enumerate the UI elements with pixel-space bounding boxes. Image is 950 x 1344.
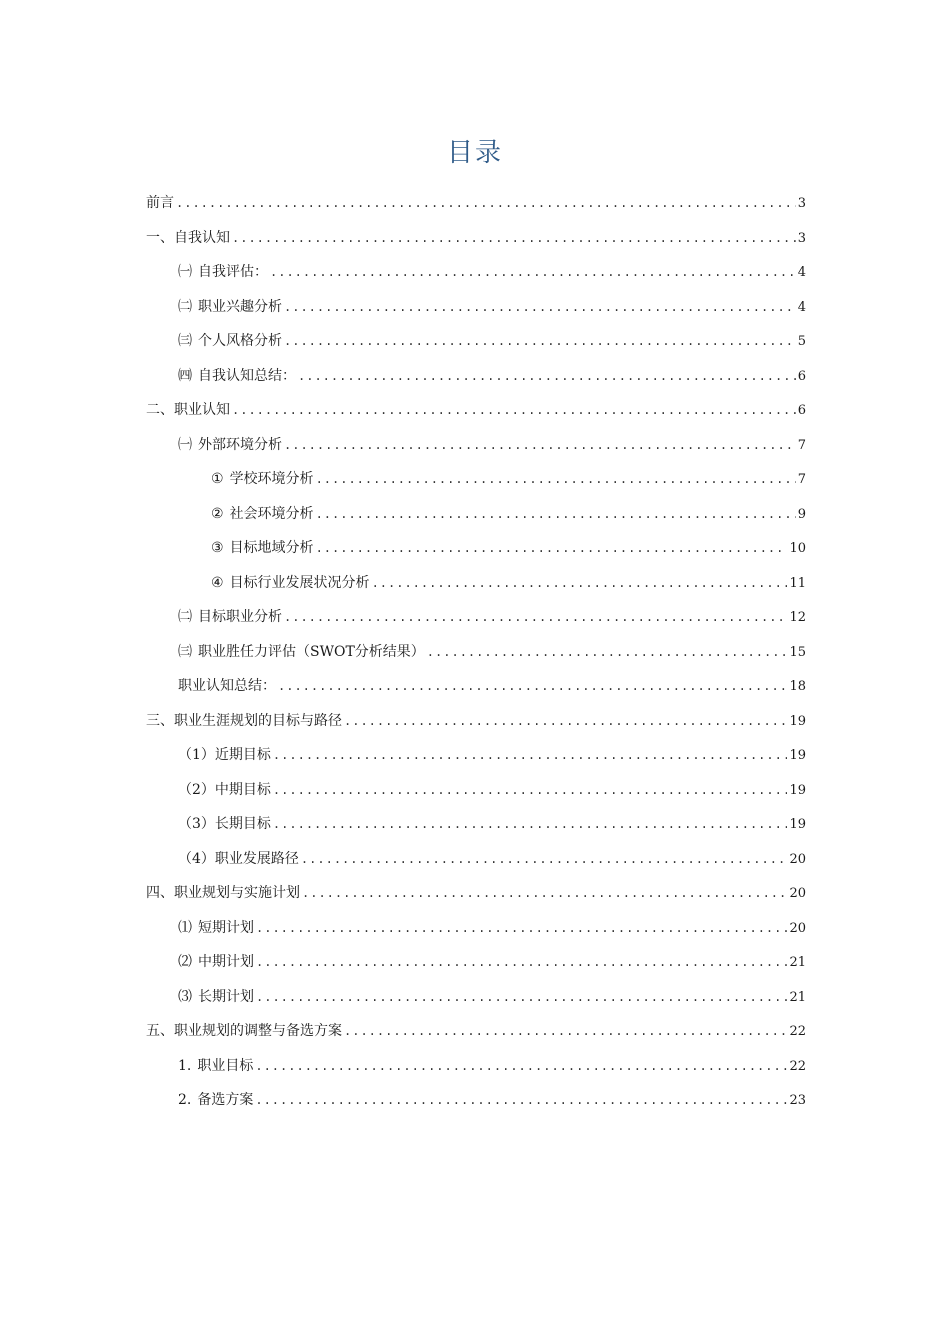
toc-entry-label: 职业目标 — [197, 1057, 254, 1074]
toc-entry-label: 备选方案 — [197, 1092, 254, 1108]
toc-list — [146, 186, 806, 1118]
toc-entry-page-number: 19 — [789, 817, 806, 832]
toc-entry-page-number: 20 — [789, 920, 806, 936]
toc-entry-number: ⑵ — [178, 954, 192, 970]
toc-entry-page-number: 18 — [789, 679, 806, 694]
toc-entry-page-number: 4 — [797, 265, 806, 280]
toc-entry-label: 三、职业生涯规划的目标与路径 — [146, 712, 342, 729]
toc-entry-label: 职业兴趣分析 — [198, 298, 282, 315]
toc-entry-label: （3）长期目标 — [178, 816, 271, 832]
dot-leader — [256, 980, 787, 1015]
toc-entry-label: 自我评估： — [198, 264, 268, 280]
toc-entry-number: ① — [211, 471, 224, 487]
toc-entry-label: 目标地域分析 — [229, 540, 314, 556]
toc-entry-number: ㈢ — [178, 333, 192, 349]
toc-entry-number: ㈡ — [178, 298, 192, 315]
toc-entry-page-number: 20 — [789, 886, 806, 901]
toc-entry-number: ④ — [211, 574, 224, 591]
toc-entry[interactable] — [146, 738, 806, 773]
dot-leader — [176, 186, 796, 221]
dot-leader — [372, 566, 788, 601]
toc-entry-page-number: 23 — [789, 1093, 806, 1108]
dot-leader — [255, 1049, 787, 1084]
dot-leader — [316, 497, 796, 532]
toc-entry[interactable] — [146, 462, 806, 497]
toc-entry[interactable] — [146, 221, 806, 256]
toc-entry[interactable] — [146, 945, 806, 980]
dot-leader — [273, 738, 788, 773]
toc-entry[interactable] — [146, 566, 806, 601]
toc-entry-label: 学校环境分析 — [229, 471, 314, 487]
toc-entry[interactable] — [146, 807, 806, 842]
dot-leader — [278, 669, 787, 704]
toc-entry-label: 二、职业认知 — [146, 402, 230, 418]
dot-leader — [273, 807, 788, 842]
toc-entry[interactable] — [146, 635, 806, 670]
toc-entry[interactable] — [146, 773, 806, 808]
toc-entry-page-number: 20 — [789, 851, 806, 867]
toc-entry-number: ③ — [211, 540, 224, 556]
toc-entry[interactable] — [146, 531, 806, 566]
toc-entry-number: ② — [211, 505, 224, 522]
toc-title: 目录 — [446, 138, 503, 168]
dot-leader — [256, 945, 787, 980]
toc-entry[interactable] — [146, 669, 806, 704]
toc-entry-label: （1）近期目标 — [178, 747, 271, 763]
toc-entry-page-number: 6 — [797, 403, 806, 418]
toc-entry-label: 职业认知总结： — [178, 678, 276, 694]
toc-entry-number: ㈡ — [178, 609, 192, 625]
dot-leader — [316, 531, 788, 566]
toc-entry[interactable] — [146, 876, 806, 911]
dot-leader — [344, 704, 787, 739]
dot-leader — [427, 635, 788, 670]
toc-entry[interactable] — [146, 290, 806, 325]
toc-entry-page-number: 19 — [789, 782, 806, 798]
dot-leader — [301, 842, 788, 877]
toc-entry-number: ㈢ — [178, 643, 192, 660]
toc-entry-page-number: 6 — [797, 368, 806, 384]
toc-entry[interactable] — [146, 428, 806, 463]
toc-entry[interactable] — [146, 980, 806, 1015]
toc-entry-page-number: 3 — [797, 230, 806, 246]
toc-entry-label: 职业胜任力评估（SWOT分析结果） — [198, 643, 425, 660]
toc-entry[interactable] — [146, 842, 806, 877]
toc-entry-number: ㈠ — [178, 264, 192, 280]
toc-entry-page-number: 7 — [797, 472, 806, 487]
toc-entry-label: 四、职业规划与实施计划 — [146, 885, 300, 901]
toc-entry-page-number: 12 — [789, 610, 806, 625]
toc-entry-label: （2）中期目标 — [178, 781, 271, 798]
toc-entry-page-number: 5 — [797, 334, 806, 349]
dot-leader — [284, 324, 796, 359]
toc-entry[interactable] — [146, 1083, 806, 1118]
toc-entry-label: 社会环境分析 — [229, 505, 314, 522]
toc-entry-number: 1. — [178, 1057, 192, 1074]
toc-entry[interactable] — [146, 704, 806, 739]
toc-entry[interactable] — [146, 186, 806, 221]
toc-entry-page-number: 22 — [789, 1058, 806, 1074]
toc-entry-label: 外部环境分析 — [198, 436, 282, 453]
dot-leader — [302, 876, 787, 911]
toc-entry-label: 个人风格分析 — [198, 333, 282, 349]
toc-entry-label: 五、职业规划的调整与备选方案 — [146, 1023, 342, 1039]
toc-entry[interactable] — [146, 255, 806, 290]
toc-entry-number: ㈠ — [178, 436, 192, 453]
dot-leader — [270, 255, 796, 290]
toc-entry-number: 2. — [178, 1092, 192, 1108]
toc-entry-page-number: 21 — [789, 955, 806, 970]
toc-entry-label: 长期计划 — [198, 988, 254, 1005]
toc-entry[interactable] — [146, 359, 806, 394]
toc-entry[interactable] — [146, 600, 806, 635]
toc-entry-label: 目标行业发展状况分析 — [229, 574, 370, 591]
toc-entry[interactable] — [146, 324, 806, 359]
toc-entry-label: （4）职业发展路径 — [178, 850, 299, 867]
toc-entry-label: 目标职业分析 — [198, 609, 282, 625]
toc-entry[interactable] — [146, 497, 806, 532]
toc-entry-page-number: 11 — [789, 575, 806, 591]
toc-entry-page-number: 9 — [797, 506, 806, 522]
toc-entry-label: 一、自我认知 — [146, 229, 230, 246]
toc-entry-page-number: 22 — [789, 1024, 806, 1039]
toc-entry-page-number: 7 — [797, 437, 806, 453]
toc-entry-label: 自我认知总结： — [198, 367, 296, 384]
dot-leader — [344, 1014, 787, 1049]
toc-entry-page-number: 10 — [789, 541, 806, 556]
toc-entry[interactable] — [146, 393, 806, 428]
toc-entry[interactable] — [146, 1049, 806, 1084]
dot-leader — [273, 773, 788, 808]
dot-leader — [284, 428, 796, 463]
toc-entry-page-number: 19 — [789, 713, 806, 729]
toc-entry-number: ⑶ — [178, 988, 192, 1005]
toc-entry-page-number: 19 — [789, 748, 806, 763]
dot-leader — [316, 462, 796, 497]
toc-entry-page-number: 4 — [797, 299, 806, 315]
dot-leader — [298, 359, 796, 394]
toc-entry[interactable] — [146, 911, 806, 946]
toc-entry[interactable] — [146, 1014, 806, 1049]
dot-leader — [284, 600, 787, 635]
dot-leader — [232, 393, 796, 428]
toc-entry-page-number: 3 — [797, 196, 806, 211]
toc-entry-label: 前言 — [146, 195, 174, 211]
dot-leader — [232, 221, 796, 256]
toc-entry-page-number: 21 — [789, 989, 806, 1005]
dot-leader — [255, 1083, 787, 1118]
toc-entry-label: 短期计划 — [198, 919, 254, 936]
toc-entry-page-number: 15 — [789, 644, 806, 660]
toc-entry-number: ㈣ — [178, 367, 192, 384]
toc-entry-number: ⑴ — [178, 919, 192, 936]
dot-leader — [256, 911, 787, 946]
dot-leader — [284, 290, 796, 325]
toc-entry-label: 中期计划 — [198, 954, 254, 970]
